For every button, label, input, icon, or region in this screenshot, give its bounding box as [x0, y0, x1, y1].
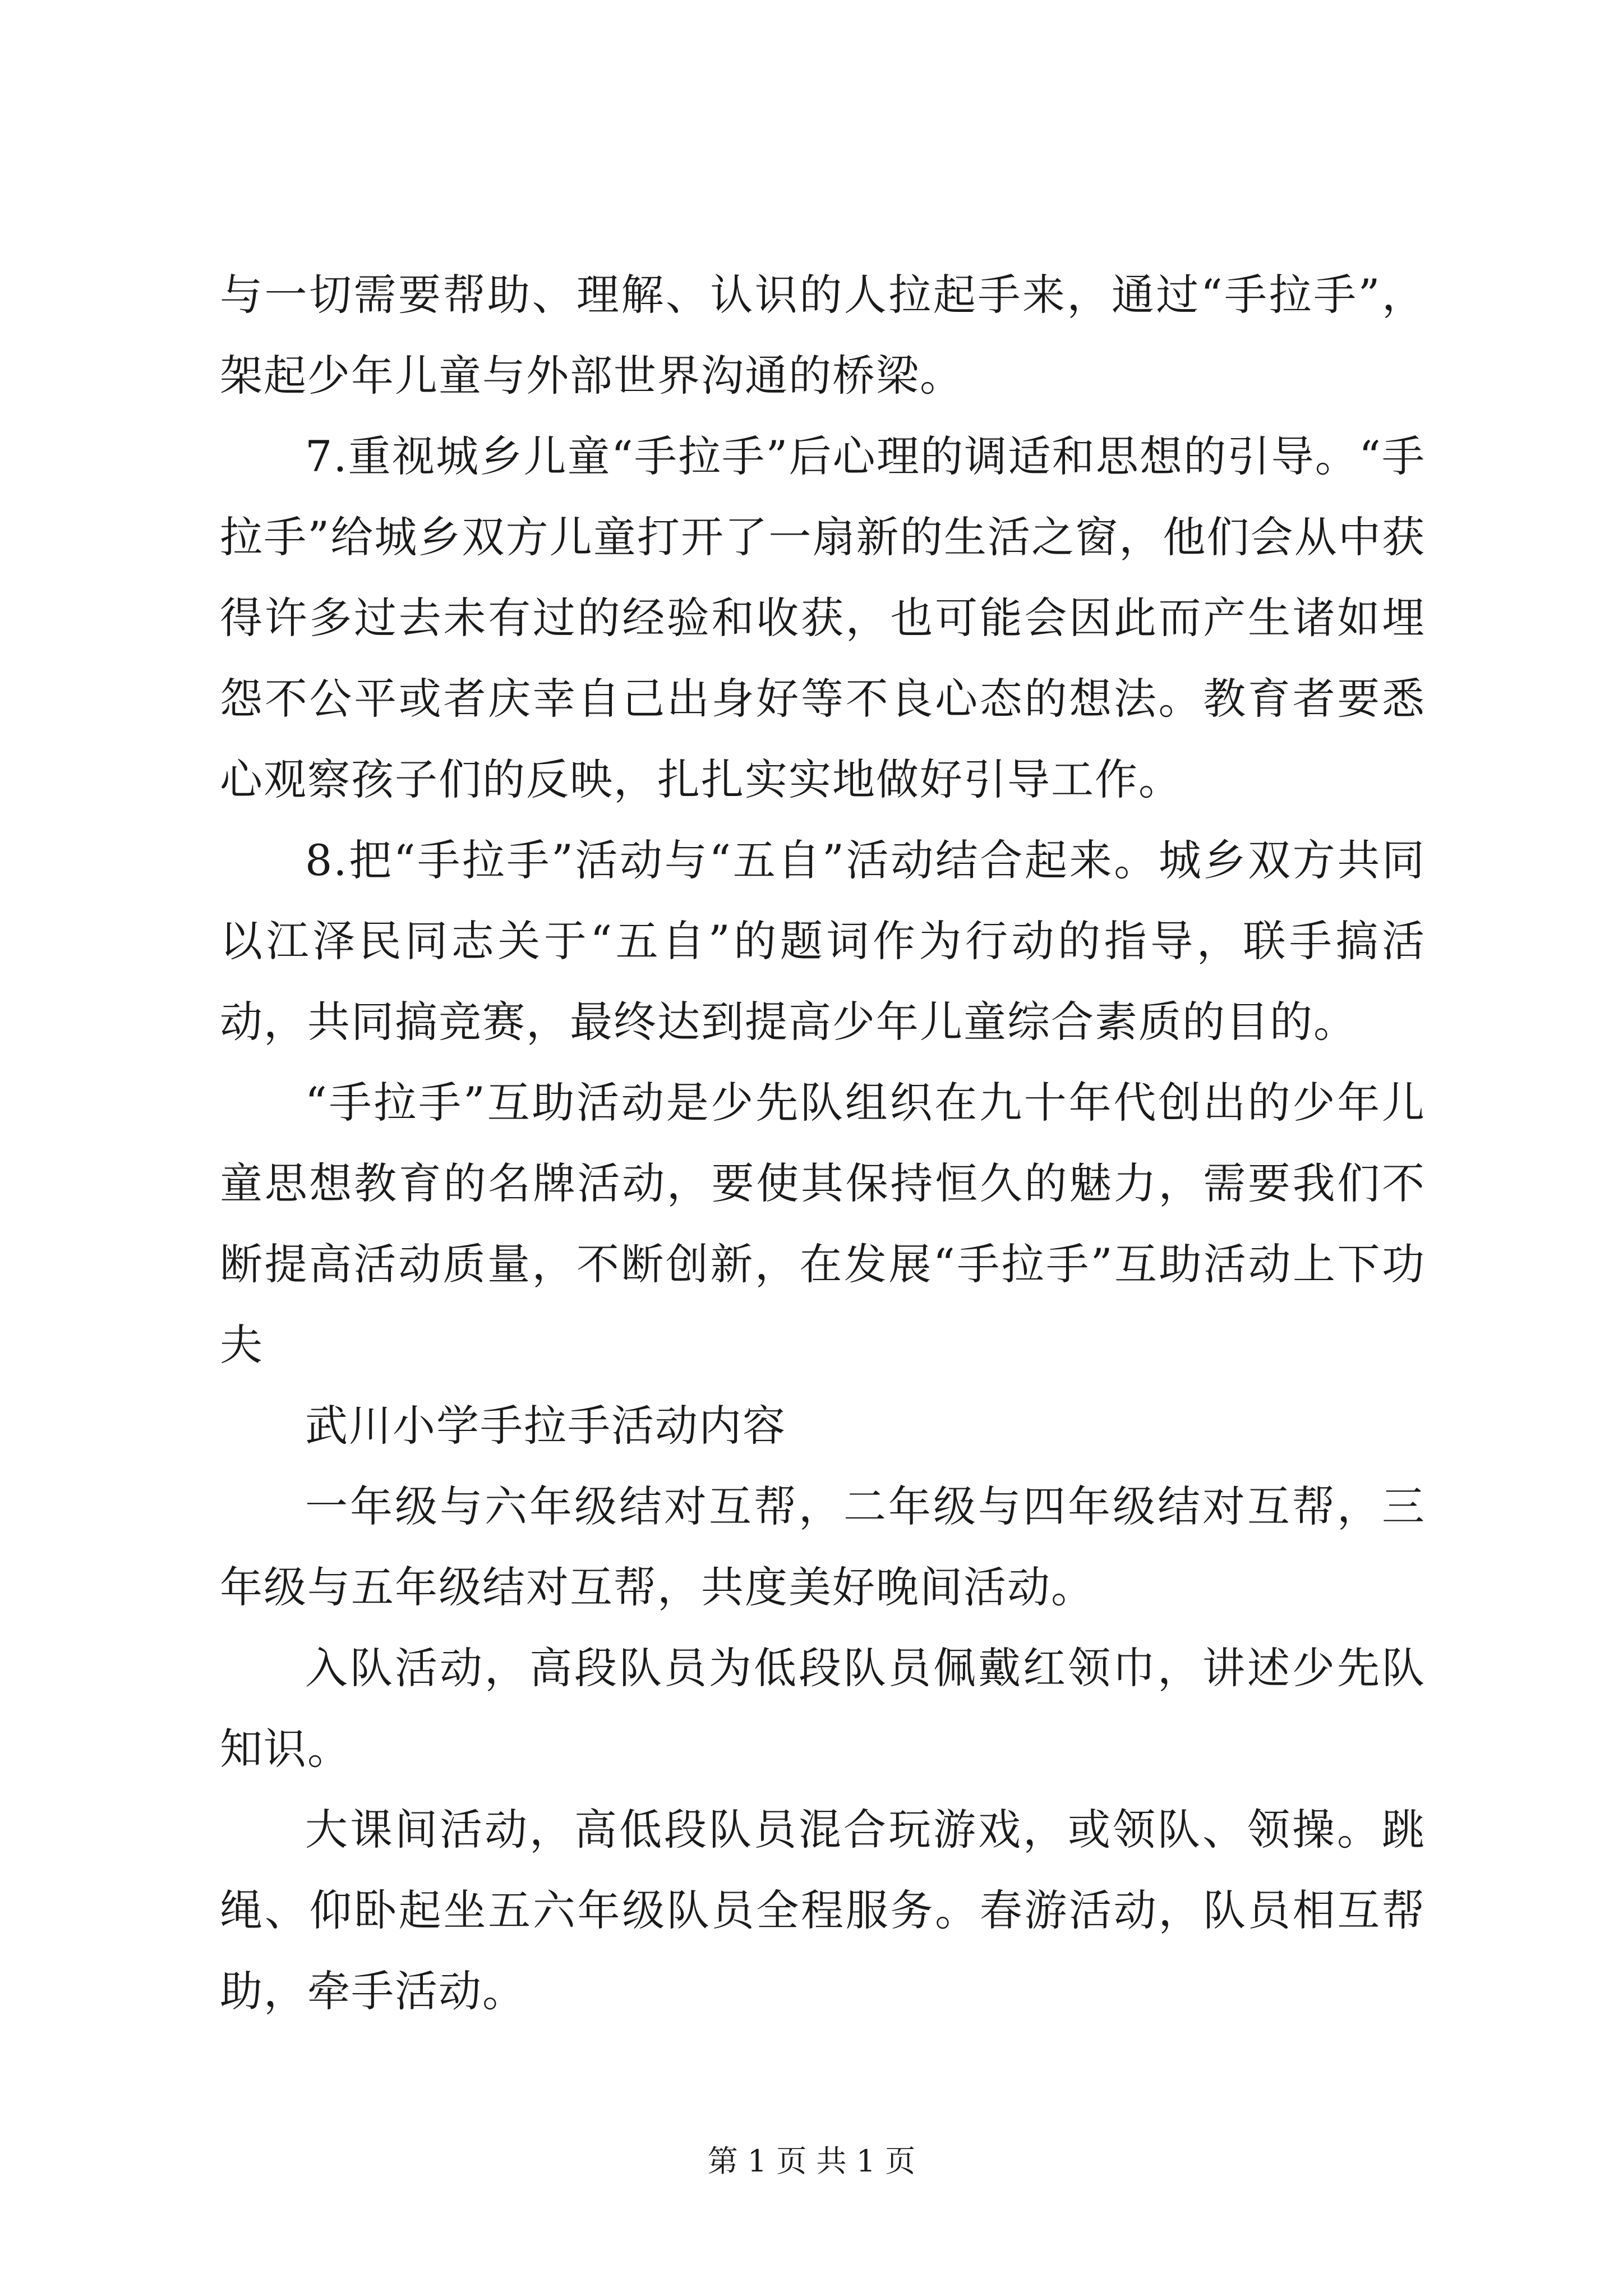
paragraph-item-8: 8.把“手拉手”活动与“五自”活动结合起来。城乡双方共同以江泽民同志关于“五自”的题词作为行动的指导，联手搞活动，共同搞竞赛，最终达到提高少年儿童综合素质的目的。 — [220, 835, 1426, 1047]
paragraph-pairing: 一年级与六年级结对互帮，二年级与四年级结对互帮，三年级与五年级结对互帮，共度美好晚间活动。 — [220, 1481, 1426, 1612]
paragraph-continuation: 与一切需要帮助、理解、认识的人拉起手来，通过“手拉手”，架起少年儿童与外部世界沟通的桥梁。 — [220, 270, 1426, 401]
page-footer: 第 1 页 共 1 页 — [707, 2143, 916, 2179]
paragraph-item-7: 7.重视城乡儿童“手拉手”后心理的调适和思想的引导。“手拉手”给城乡双方儿童打开了一扇新的生活之窗，他们会从中获得许多过去未有过的经验和收获，也可能会因此而产生诸如埋怨不公平或者庆幸自己出身好等不良心态的想法。教育者要悉心观察孩子们的反映，扎扎实实地做好引导工作。 — [220, 431, 1426, 804]
paragraph-summary: “手拉手”互助活动是少先队组织在九十年代创出的少年儿童思想教育的名牌活动，要使其保持恒久的魅力，需要我们不断提高活动质量，不断创新，在发展“手拉手”互助活动上下功夫 — [220, 1078, 1426, 1370]
document-body — [220, 255, 1426, 2032]
paragraph-recess: 大课间活动，高低段队员混合玩游戏，或领队、领操。跳绳、仰卧起坐五六年级队员全程服务。春游活动，队员相互帮助，牵手活动。 — [220, 1805, 1426, 2016]
section-heading: 武川小学手拉手活动内容 — [305, 1401, 786, 1451]
paragraph-induction: 入队活动，高段队员为低段队员佩戴红领巾，讲述少先队知识。 — [220, 1643, 1426, 1774]
